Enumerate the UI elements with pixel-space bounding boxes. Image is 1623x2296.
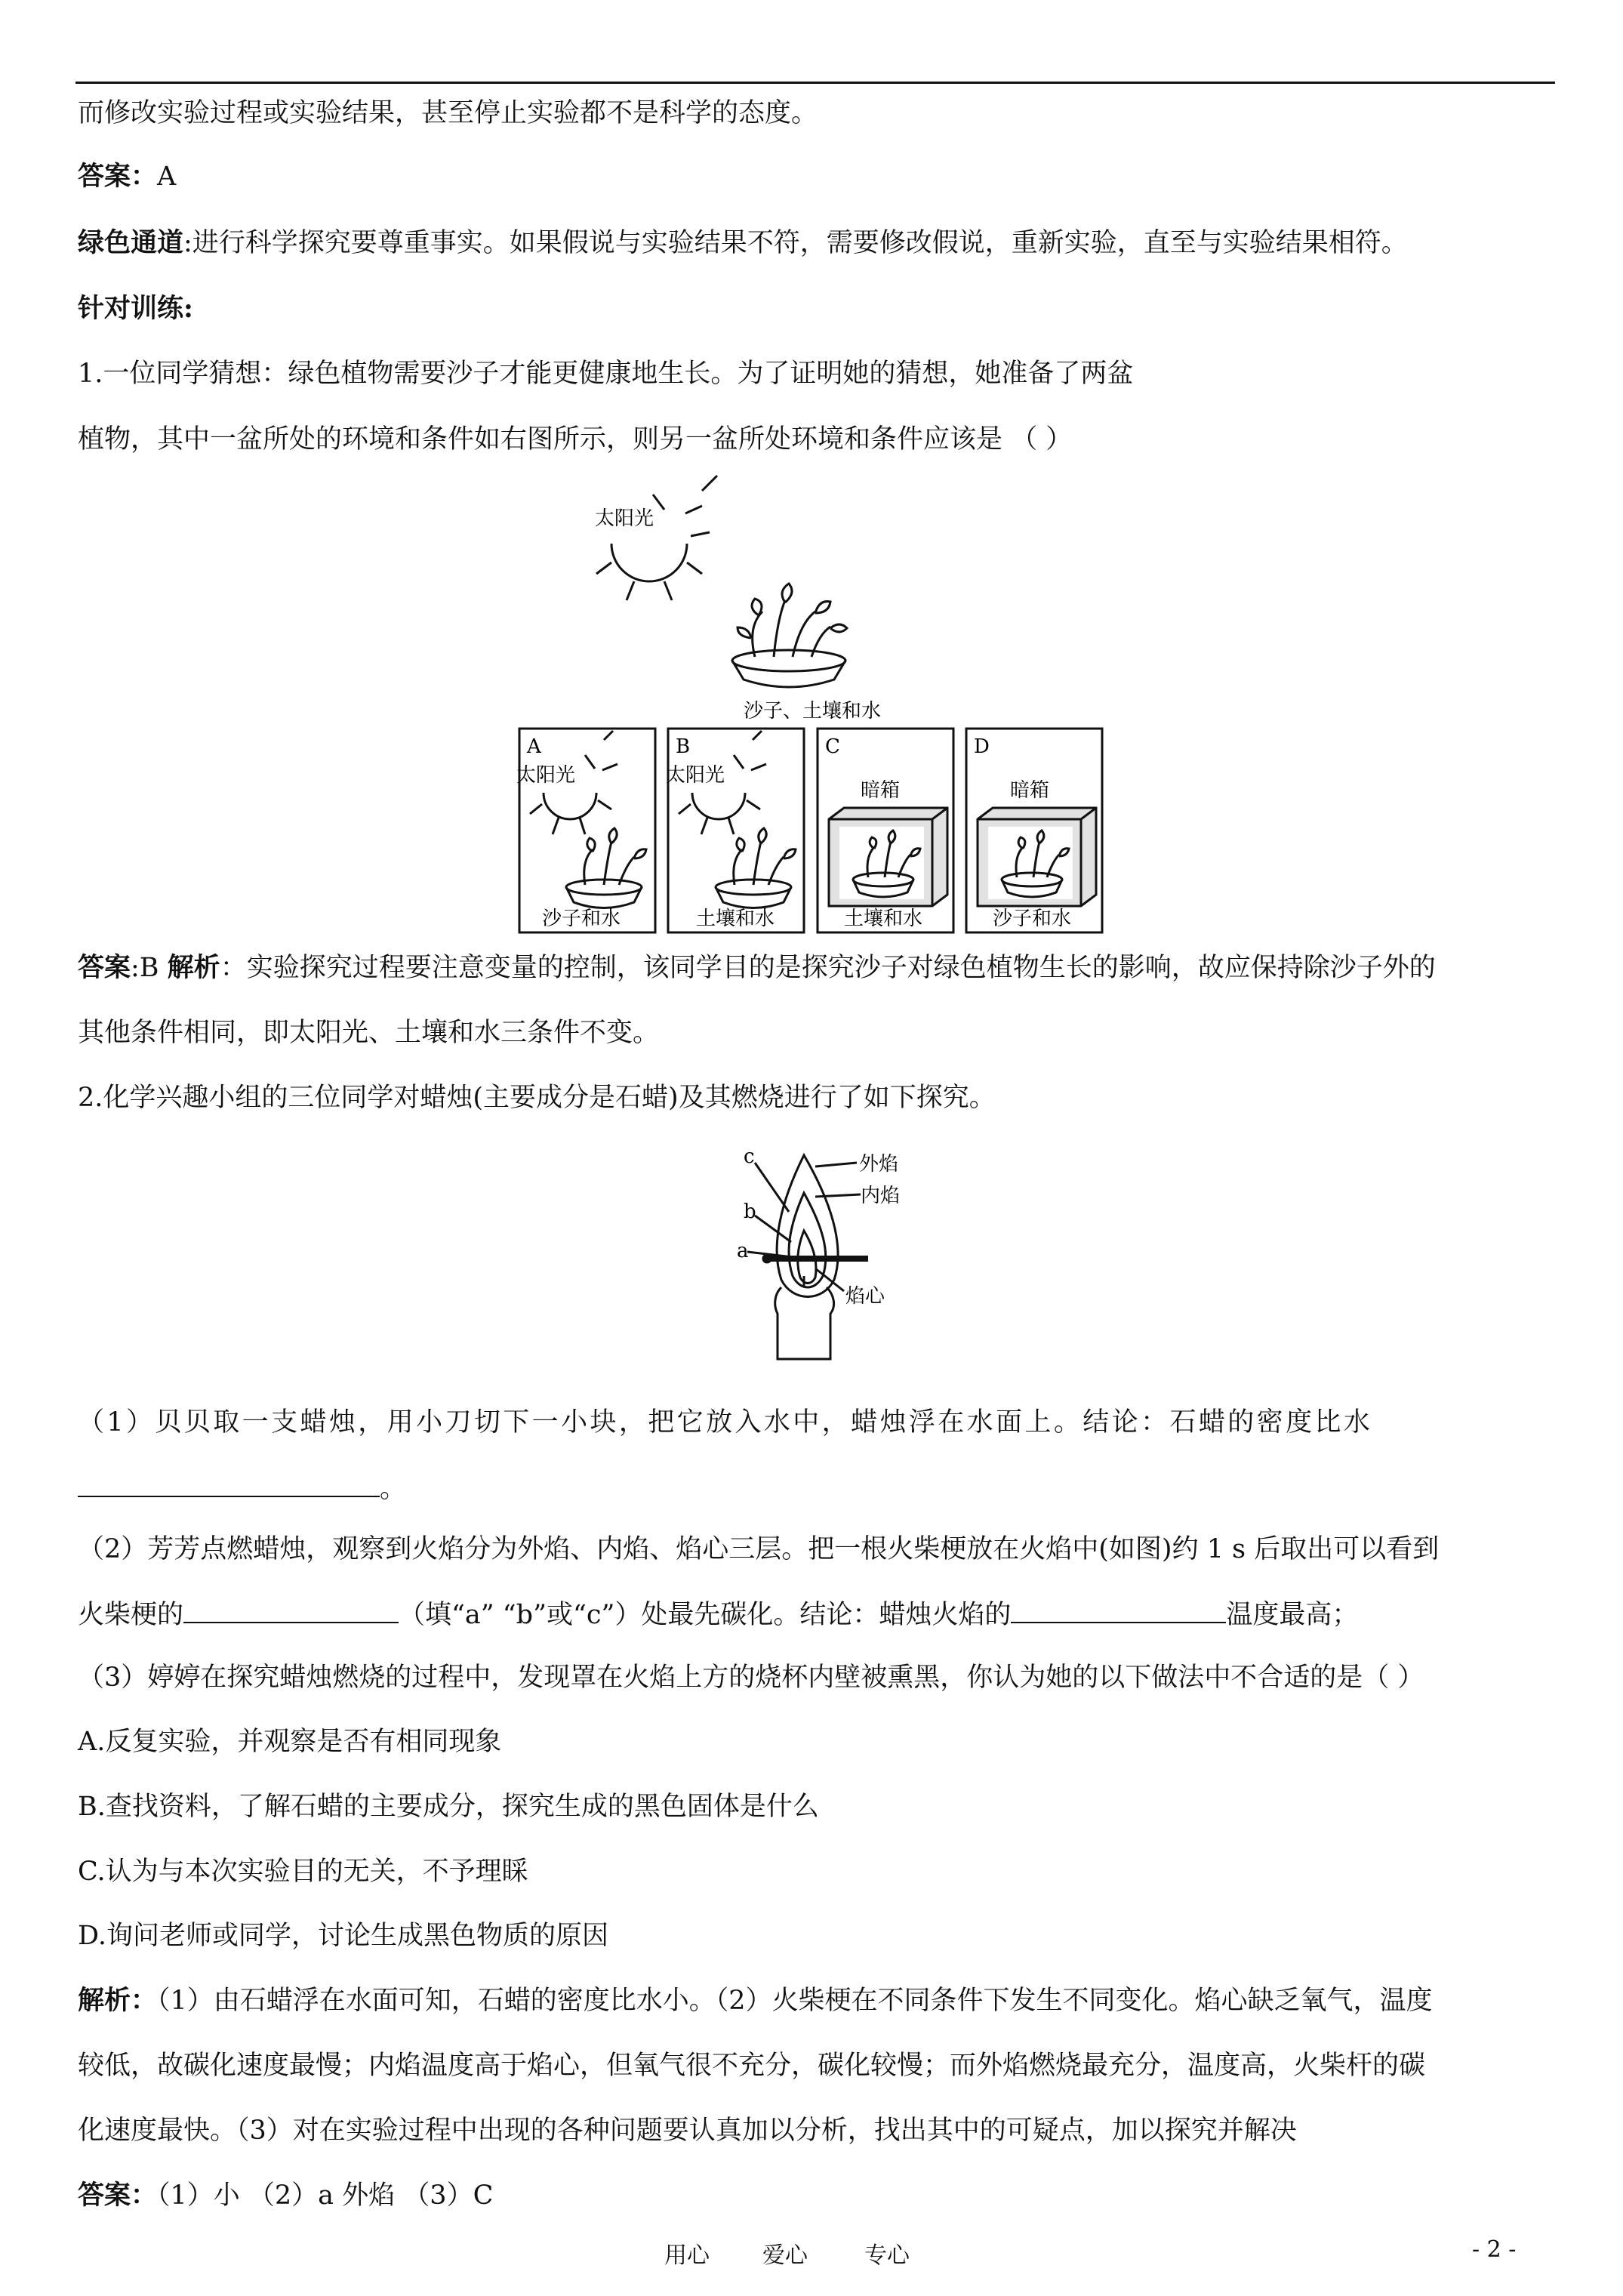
option-c-letter: C — [825, 735, 840, 758]
answer-label: 答案： — [78, 161, 158, 192]
q2-part2-line1: （2）芳芳点燃蜡烛，观察到火焰分为外焰、内焰、焰心三层。把一根火柴梗放在火焰中(如图)约 1 s 后取出可以看到 — [78, 1534, 1440, 1564]
main-caption: 沙子、土壤和水 — [744, 700, 882, 723]
q2-part1: （1）贝贝取一支蜡烛，用小刀切下一小块，把它放入水中，蜡烛浮在水面上。结论：石蜡的密度比水 — [78, 1407, 1373, 1438]
label-inner-flame: 内焰 — [861, 1185, 901, 1207]
q1-answer-value: :B — [131, 953, 159, 983]
green-channel-label: 绿色通道 — [78, 227, 184, 258]
option-c-caption: 土壤和水 — [844, 908, 923, 930]
q2-part1-answer-line — [78, 1472, 406, 1505]
q1-line2: 植物，其中一盆所处的环境和条件如右图所示，则另一盆所处环境和条件应该是 （ ） — [78, 424, 1073, 455]
q1-line1: 1.一位同学猜想：绿色植物需要沙子才能更健康地生长。为了证明她的猜想，她准备了两盆 — [78, 359, 1134, 389]
q2-option-b: B.查找资料，了解石蜡的主要成分，探究生成的黑色固体是什么 — [78, 1792, 819, 1822]
option-a-letter: A — [527, 735, 541, 758]
plant-experiment-figure — [513, 468, 1117, 936]
answer-line — [78, 160, 176, 193]
option-box-d — [966, 729, 1102, 932]
main-plant-pot-icon — [732, 584, 847, 687]
option-c-dark-box-icon — [829, 808, 947, 906]
training-heading: 针对训练: — [78, 293, 193, 324]
option-b-letter: B — [676, 735, 691, 758]
label-outer-flame: 外焰 — [859, 1153, 899, 1176]
q2-part2-blank1[interactable] — [183, 1599, 399, 1623]
q2-option-a: A.反复实验，并观察是否有相同现象 — [78, 1727, 502, 1757]
option-d-letter: D — [974, 735, 990, 758]
label-b: b — [744, 1200, 756, 1223]
footer-text-3: 专心 — [864, 2242, 910, 2269]
candle-flame-figure — [710, 1140, 936, 1367]
footer-text-2: 爱心 — [762, 2242, 808, 2269]
q1-analysis-label: 解析 — [167, 952, 220, 983]
q2-analysis-text1: （1）由石蜡浮在水面可知，石蜡的密度比水小。（2）火柴梗在不同条件下发生不同变化。焰心缺乏氧气，温度 — [157, 1986, 1433, 2016]
q2-part2-blank2[interactable] — [1011, 1599, 1226, 1623]
label-c: c — [744, 1145, 755, 1168]
option-d-dark-box-icon — [978, 808, 1096, 906]
green-channel-text: :进行科学探究要尊重事实。如果假说与实验结果不符，需要修改假说，重新实验，直至与实验结果相符。 — [183, 228, 1408, 258]
q2-part2-text2: （填“a” “b”或“c”）处最先碳化。结论：蜡烛火焰的 — [399, 1600, 1012, 1630]
q2-part2-text3: 温度最高； — [1226, 1600, 1359, 1630]
option-d-top-label: 暗箱 — [1010, 779, 1050, 802]
q1-analysis-text: ：实验探究过程要注意变量的控制，该同学目的是探究沙子对绿色植物生长的影响，故应保持除沙子外的 — [220, 953, 1436, 983]
option-a-plant-pot-icon — [566, 828, 646, 908]
q2-part1-end: 。 — [380, 1474, 407, 1504]
header-rule — [75, 82, 1555, 84]
q2-answer-line — [78, 2179, 493, 2212]
q2-analysis-line3: 化速度最快。（3）对在实验过程中出现的各种问题要认真加以分析，找出其中的可疑点，加以探究并解决 — [78, 2116, 1297, 2146]
q1-answer-label: 答案 — [78, 952, 131, 983]
option-d-caption: 沙子和水 — [993, 908, 1072, 930]
outer-flame-icon — [777, 1155, 838, 1297]
q2-part1-blank[interactable] — [78, 1473, 380, 1497]
candle-icon — [775, 1287, 834, 1359]
q2-part2-line2 — [78, 1598, 1358, 1632]
option-c-top-label: 暗箱 — [861, 779, 901, 802]
q2-part2-text1: 火柴梗的 — [78, 1600, 184, 1630]
q2-option-d: D.询问老师或同学，讨论生成黑色物质的原因 — [78, 1921, 608, 1951]
q1-answer-line — [78, 951, 1436, 985]
option-box-c — [818, 729, 953, 932]
green-channel-line — [78, 227, 1408, 260]
option-box-b — [666, 729, 804, 932]
q2-part3: （3）婷婷在探究蜡烛燃烧的过程中，发现罩在火焰上方的烧杯内壁被熏黑，你认为她的以下做法中不合适的是（ ） — [78, 1663, 1424, 1693]
label-flame-core: 焰心 — [845, 1285, 885, 1308]
previous-text: 而修改实验过程或实验结果，甚至停止实验都不是科学的态度。 — [78, 98, 818, 128]
page-number: - 2 - — [1472, 2236, 1517, 2263]
main-sun-label: 太阳光 — [595, 507, 654, 530]
q2-intro: 2.化学兴趣小组的三位同学对蜡烛(主要成分是石蜡)及其燃烧进行了如下探究。 — [78, 1083, 996, 1113]
q2-analysis-line2: 较低，故碳化速度最慢；内焰温度高于焰心，但氧气很不充分，碳化较慢；而外焰燃烧最充分，温度高，火柴杆的碳 — [78, 2051, 1426, 2081]
option-b-caption: 土壤和水 — [696, 908, 775, 930]
option-b-top-label: 太阳光 — [666, 764, 725, 787]
footer-text-1: 用心 — [664, 2242, 710, 2269]
q1-analysis-line2: 其他条件相同，即太阳光、土壤和水三条件不变。 — [78, 1018, 660, 1048]
q2-answer-label: 答案： — [78, 2180, 158, 2211]
option-b-plant-pot-icon — [716, 828, 796, 908]
q2-analysis-line1 — [78, 1984, 1433, 2017]
q2-option-c: C.认为与本次实验目的无关，不予理睬 — [78, 1857, 528, 1887]
option-box-a — [516, 729, 655, 932]
main-sun-icon — [596, 476, 717, 600]
option-a-top-label: 太阳光 — [516, 764, 576, 787]
option-a-caption: 沙子和水 — [542, 908, 621, 930]
label-a: a — [737, 1240, 749, 1262]
answer-value: A — [157, 162, 177, 192]
q2-answer-value: （1）小 （2）a 外焰 （3）C — [157, 2180, 494, 2211]
q2-analysis-label: 解析： — [78, 1985, 158, 2016]
